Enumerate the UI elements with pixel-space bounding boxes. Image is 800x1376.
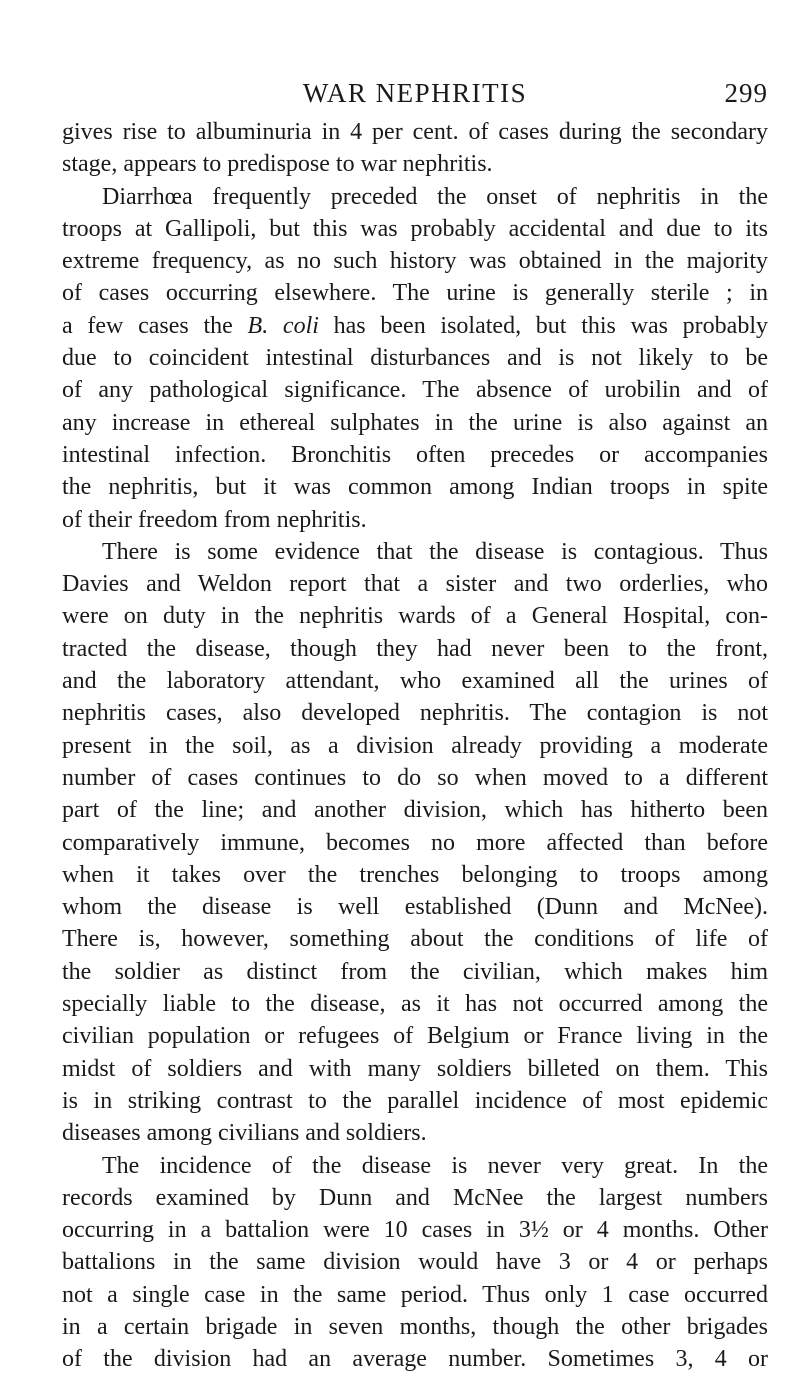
text-line: The incidence of the disease is never very great. In the (102, 1152, 768, 1179)
text-line: and the laboratory attendant, who examined all the urines of (62, 668, 768, 695)
text-line: nephritis cases, also developed nephritis. The contagion is not (62, 700, 768, 727)
text-line: is in striking contrast to the parallel incidence of most epidemic (62, 1087, 768, 1114)
text-line: battalions in the same division would have 3 or 4 or perhaps (62, 1249, 768, 1276)
text-line: comparatively immune, becomes no more affected than before (62, 829, 768, 856)
text-line: civilian population or refugees of Belgium or France living in the (62, 1023, 768, 1050)
text-line: number of cases continues to do so when moved to a different (62, 764, 768, 791)
body-text (62, 116, 768, 1376)
text-line: intestinal infection. Bronchitis often precedes or accompanies (62, 441, 768, 468)
text-line: Davies and Weldon report that a sister and two orderlies, who (62, 571, 768, 598)
text-line: the soldier as distinct from the civilian, which makes him (62, 958, 768, 985)
text-line: when it takes over the trenches belonging to troops among (62, 861, 768, 888)
text-line: present in the soil, as a division already providing a moderate (62, 732, 768, 759)
text-line: gives rise to albuminuria in 4 per cent. of cases during the secondary (62, 119, 768, 145)
text-line: midst of soldiers and with many soldiers billeted on them. This (62, 1055, 768, 1082)
text-line: stage, appears to predispose to war nephritis. (62, 151, 493, 178)
running-title: WAR NEPHRITIS (302, 78, 528, 108)
running-head (62, 76, 768, 110)
text-line: Diarrhœa frequently preceded the onset of nephritis in the (102, 183, 768, 210)
text-line: diseases among civilians and soldiers. (62, 1120, 427, 1147)
italic-term: B. coli (247, 312, 319, 339)
text-line: in a certain brigade in seven months, though the other brigades (62, 1313, 768, 1340)
text-line: There is, however, something about the conditions of life of (62, 926, 768, 953)
text-line: extreme frequency, as no such history was obtained in the majority (62, 248, 768, 275)
text-line: any increase in ethereal sulphates in the urine is also against an (62, 409, 768, 436)
text-line: were on duty in the nephritis wards of a General Hospital, con- (62, 603, 768, 630)
text-line: whom the disease is well established (Dunn and McNee). (62, 894, 768, 921)
text-line: of their freedom from nephritis. (62, 506, 367, 533)
text-line: occurring in a battalion were 10 cases in 3½ or 4 months. Other (62, 1217, 768, 1244)
text-line: part of the line; and another division, which has hitherto been (62, 797, 768, 824)
text-line: of any pathological significance. The absence of urobilin and of (62, 377, 768, 404)
text-line: the nephritis, but it was common among Indian troops in spite (62, 474, 768, 501)
text-line: not a single case in the same period. Thus only 1 case occurred (62, 1281, 768, 1308)
text-line: There is some evidence that the disease is contagious. Thus (102, 538, 768, 565)
text-line: specially liable to the disease, as it has not occurred among the (62, 991, 768, 1018)
page-number: 299 (724, 78, 768, 108)
text-line: of cases occurring elsewhere. The urine is generally sterile ; in (62, 280, 768, 307)
text-line: tracted the disease, though they had never been to the front, (62, 635, 768, 662)
text-line: a few cases the B. coli has been isolated, but this was probably (62, 312, 768, 339)
text-line: of the division had an average number. Sometimes 3, 4 or (62, 1346, 768, 1373)
text-line: records examined by Dunn and McNee the largest numbers (62, 1184, 768, 1211)
text-line: troops at Gallipoli, but this was probably accidental and due to its (62, 215, 768, 242)
text-line: due to coincident intestinal disturbances and is not likely to be (62, 345, 768, 372)
